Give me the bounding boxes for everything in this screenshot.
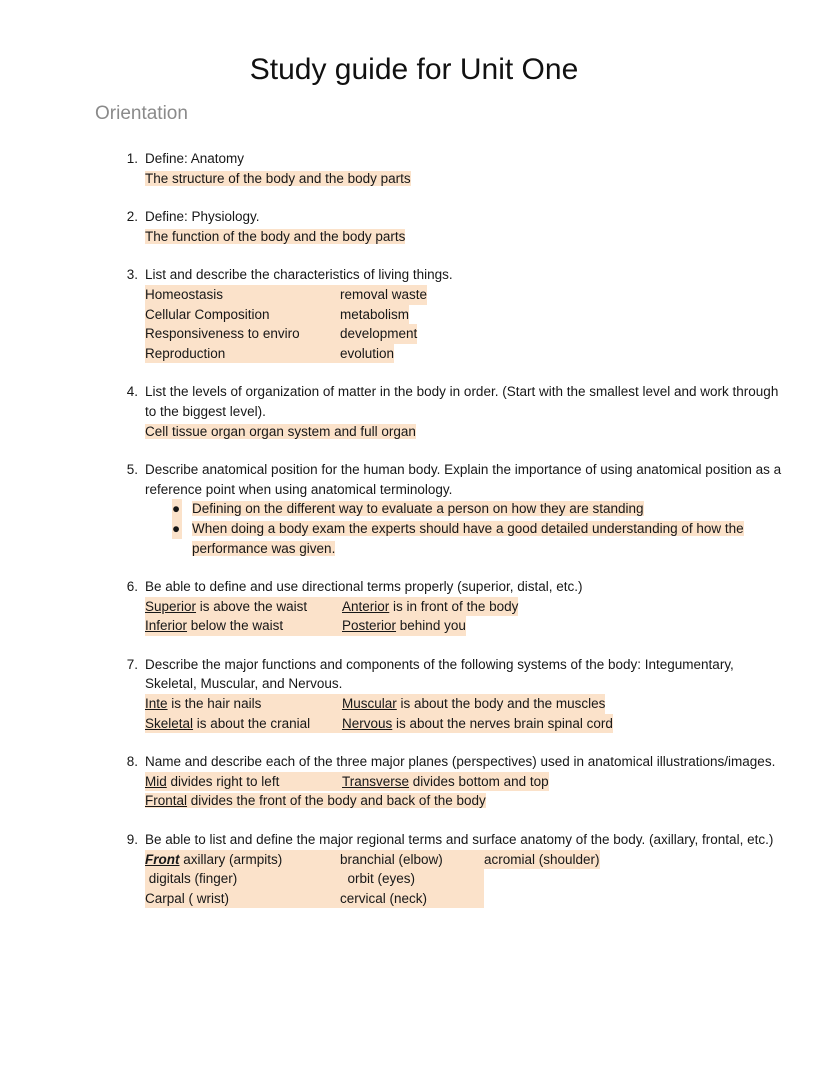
answer-row <box>145 869 788 889</box>
list-item <box>0 655 828 733</box>
answer-cell: acromial (shoulder) <box>484 850 600 870</box>
item-answer <box>145 422 788 442</box>
term-label: Anterior <box>342 598 390 614</box>
list-item <box>145 499 788 519</box>
item-number: 8. <box>126 754 138 770</box>
item-number: 1. <box>126 151 138 166</box>
sub-bullet-list <box>145 499 788 558</box>
answer-text: divides bottom and top <box>409 773 549 789</box>
item-prompt: Define: Anatomy <box>145 151 245 166</box>
list-item <box>0 207 828 246</box>
question-list <box>0 127 828 908</box>
answer-text: is about the body and the muscles <box>396 696 606 712</box>
answer-row <box>145 772 788 792</box>
answer-text: is about the nerves brain spinal cord <box>392 715 613 731</box>
list-item <box>0 149 828 188</box>
item-prompt: Define: Physiology. <box>145 209 260 225</box>
answer-text: axillary (armpits) <box>179 851 283 867</box>
item-number: 2. <box>126 209 138 225</box>
answer-text: below the waist <box>187 618 284 634</box>
answer-text: is the hair nails <box>167 696 262 712</box>
answer-cell: branchial (elbow) <box>340 850 484 870</box>
list-item <box>0 752 828 811</box>
answer-text: is about the cranial <box>193 715 311 731</box>
item-prompt: Describe the major functions and components of the following systems of the body: Integumentary, Skeletal, Muscular, and Nervous. <box>145 656 734 692</box>
list-item <box>0 577 828 636</box>
item-answer <box>145 169 788 189</box>
term-label: Muscular <box>342 696 397 712</box>
answer-cell <box>145 597 342 617</box>
term-label: Inferior <box>145 618 188 634</box>
answer-cell <box>342 616 466 636</box>
answer-cell <box>145 772 342 792</box>
answer-cell: orbit (eyes) <box>340 869 484 889</box>
answer-cell <box>145 850 340 870</box>
answer-cell <box>342 772 549 792</box>
answer-row <box>145 597 788 617</box>
answer-cell <box>145 714 342 734</box>
term-label: Superior <box>145 598 197 614</box>
item-prompt: Be able to define and use directional terms properly (superior, distal, etc.) <box>145 579 583 595</box>
term-label: Posterior <box>342 618 397 634</box>
answer-row <box>145 305 788 325</box>
answer-row <box>145 714 788 734</box>
list-item <box>0 460 828 558</box>
answer-text: behind you <box>396 618 466 634</box>
answer-row <box>145 694 788 714</box>
term-label: Transverse <box>342 773 410 789</box>
item-prompt: Describe anatomical position for the human body. Explain the importance of using anatomical position as a reference point when using anatomical terminology. <box>145 462 782 497</box>
item-number: 7. <box>126 656 138 672</box>
answer-row <box>145 616 788 636</box>
item-number: 4. <box>126 384 138 400</box>
answer-cell <box>342 597 518 617</box>
list-item <box>0 382 828 441</box>
answer-cell: removal waste <box>340 285 427 305</box>
answer-cell: Cellular Composition <box>145 305 340 325</box>
answer-text: divides right to left <box>166 773 280 789</box>
answer-text: is above the waist <box>196 598 308 614</box>
term-label: Skeletal <box>145 715 194 731</box>
answer-cell <box>145 616 342 636</box>
section-heading: Orientation <box>95 103 188 124</box>
answer-cell: Carpal ( wrist) <box>145 889 340 909</box>
answer-cell: Responsiveness to enviro <box>145 324 340 344</box>
answer-cell <box>145 694 342 714</box>
answer-cell: cervical (neck) <box>340 889 484 909</box>
term-label: Nervous <box>342 715 393 731</box>
term-label: Mid <box>145 773 167 789</box>
term-label: Front <box>145 851 180 867</box>
answer-text: divides the front of the body and back of the body <box>187 793 486 809</box>
item-number: 6. <box>126 579 138 595</box>
answer-cell: Reproduction <box>145 344 340 364</box>
answer-cell <box>342 694 605 714</box>
item-number: 3. <box>126 267 138 283</box>
highlighted-answer: The function of the body and the body parts <box>145 228 406 244</box>
answer-row <box>145 285 788 305</box>
highlighted-answer <box>145 793 486 808</box>
item-prompt: List the levels of organization of matter in the body in order. (Start with the smallest level and work through to the biggest level). <box>145 384 779 419</box>
bullet-icon: ● <box>172 499 182 519</box>
item-prompt: List and describe the characteristics of living things. <box>145 267 453 283</box>
answer-cell: development <box>340 324 417 344</box>
answer-cell: digitals (finger) <box>145 869 340 889</box>
term-label: Inte <box>145 696 168 712</box>
page-title: Study guide for Unit One <box>249 53 579 86</box>
answer-row <box>145 889 788 909</box>
list-item <box>0 265 828 363</box>
bullet-icon: ● <box>172 519 182 539</box>
answer-cell <box>342 714 613 734</box>
item-prompt: Be able to list and define the major regional terms and surface anatomy of the body. (axillary, frontal, etc.) <box>145 832 774 848</box>
answer-row <box>145 344 788 364</box>
answer-row <box>145 324 788 344</box>
answer-text: is in front of the body <box>389 598 519 614</box>
answer-cell: Homeostasis <box>145 285 340 305</box>
answer-cell: evolution <box>340 344 394 364</box>
highlighted-answer: When doing a body exam the experts should have a good detailed understanding of how the performance was given. <box>192 520 744 556</box>
item-number: 5. <box>126 462 138 478</box>
item-prompt: Name and describe each of the three major planes (perspectives) used in anatomical illustrations/images. <box>145 754 776 770</box>
list-item <box>145 519 788 558</box>
answer-cell: metabolism <box>340 305 409 325</box>
term-label: Frontal <box>145 793 188 809</box>
item-answer <box>145 791 788 811</box>
list-item <box>0 830 828 908</box>
highlighted-answer: Defining on the different way to evaluate a person on how they are standing <box>192 501 644 517</box>
item-number: 9. <box>126 832 138 848</box>
item-answer <box>145 227 788 247</box>
highlighted-answer: The structure of the body and the body parts <box>145 170 411 186</box>
highlighted-answer: Cell tissue organ organ system and full organ <box>145 423 416 439</box>
answer-row <box>145 850 788 870</box>
